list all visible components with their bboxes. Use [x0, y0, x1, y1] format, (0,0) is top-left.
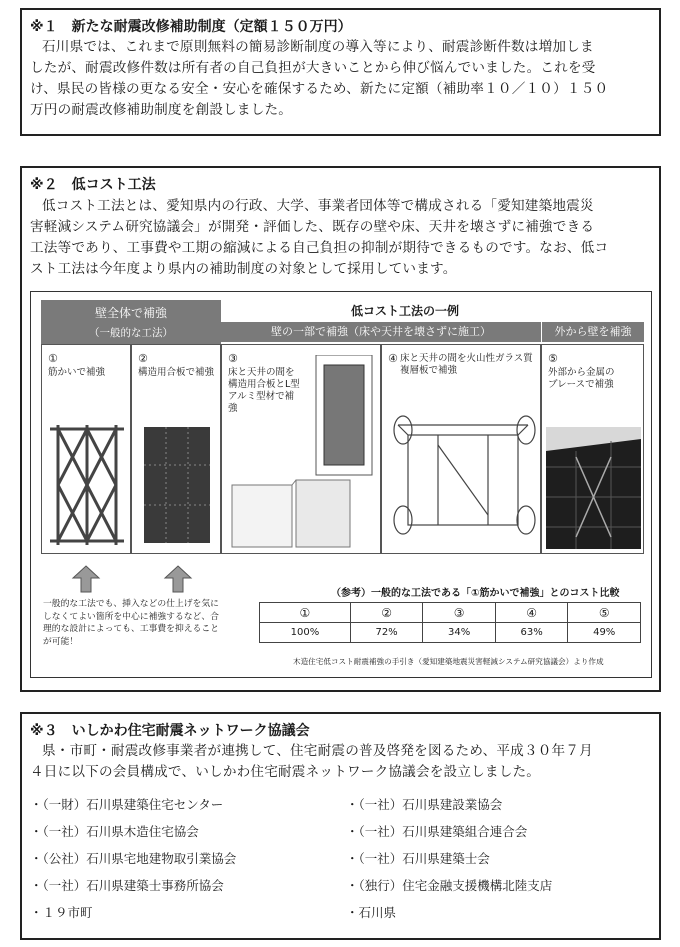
member-item: ・（一社）石川県木造住宅協会 — [30, 824, 199, 839]
method-column-3 — [221, 344, 381, 554]
section1-line: 石川県では、これまで原則無料の簡易診断制度の導入等により、耐震診断件数は増加しま — [42, 39, 594, 55]
section2-body — [30, 196, 609, 280]
section1-line: したが、耐震改修件数は所有者の自己負担が大きいことから伸び悩んでいました。これを受 — [30, 60, 596, 76]
section3-title: ※３ いしかわ住宅耐震ネットワーク協議会 — [30, 723, 310, 739]
method-5-text: 外部から金属のブレースで補強 — [548, 367, 615, 390]
cost-value: 49% — [568, 623, 641, 643]
cost-title: （参考）一般的な工法である「①筋かいで補強」とのコスト比較 — [331, 588, 620, 599]
glass-board-drawing — [388, 405, 538, 545]
member-item: ・石川県 — [346, 905, 397, 920]
left-banner — [41, 300, 221, 344]
member-item: ・（一社）石川県建設業協会 — [346, 797, 503, 812]
method-2-num: ② — [138, 352, 148, 365]
method-1-num: ① — [48, 352, 58, 365]
section2-title: ※２ 低コスト工法 — [30, 177, 156, 193]
section2-line: 工法等であり、工事費や工期の縮減による自己負担の抑制が期待できるものです。なお、低コ — [30, 240, 609, 256]
section3-line: ４日に以下の会員構成で、いしかわ住宅耐震ネットワーク協議会を設立しました。 — [30, 764, 541, 780]
section2-line: 低コスト工法とは、愛知県内の行政、大学、事業者団体等で構成される「愛知建築地震災 — [42, 198, 594, 214]
up-arrow-icon — [163, 564, 193, 594]
cost-header: ④ — [495, 603, 568, 623]
low-cost-method-figure — [30, 291, 652, 678]
method-3-text: 床と天井の間を構造用合板とL型アルミ型材で補強 — [228, 367, 300, 414]
method-5-num: ⑤ — [548, 352, 558, 365]
member-item: ・（一社）石川県建築士会 — [346, 851, 490, 866]
member-item: ・（一社）石川県建築組合連合会 — [346, 824, 528, 839]
section2-line: 害軽減システム研究協議会」が開発・評価した、既存の壁や床、天井を壊さずに補強できる — [30, 219, 595, 235]
method-3-num: ③ — [228, 352, 238, 365]
cost-value: 100% — [260, 623, 351, 643]
cost-header: ⑤ — [568, 603, 641, 623]
plywood-panel-drawing — [142, 425, 212, 545]
aluminum-frame-drawing — [228, 352, 378, 550]
left-banner-title: 壁全体で補強 — [94, 306, 167, 320]
right-title: 低コスト工法の一例 — [351, 304, 460, 318]
left-banner-sub: （一般的な工法） — [89, 327, 173, 339]
external-brace-photo — [546, 427, 641, 549]
section3-body — [30, 741, 593, 783]
cost-table — [259, 602, 641, 643]
cost-header: ③ — [423, 603, 496, 623]
up-arrow-icon — [71, 564, 101, 594]
section1-body — [30, 37, 609, 121]
member-item: ・（一社）石川県建築士事務所協会 — [30, 878, 224, 893]
method-column-4 — [381, 344, 541, 554]
method-1-text: 筋かいで補強 — [48, 367, 106, 378]
member-item: ・（公社）石川県宅地建物取引業協会 — [30, 851, 237, 866]
cost-value: 63% — [495, 623, 568, 643]
cost-source: 木造住宅低コスト耐震補強の手引き（愛知建築地震災害軽減システム研究協議会）より作成 — [293, 657, 604, 666]
method-4-text: 床と天井の間を火山性ガラス質複層板で補強 — [400, 353, 533, 376]
diagonal-brace-drawing — [50, 425, 124, 545]
method-2-text: 構造用合板で補強 — [138, 367, 215, 378]
section2-line: スト工法は今年度より県内の補助制度の対象として採用しています。 — [30, 261, 457, 277]
method-column-1 — [41, 344, 131, 554]
member-item: ・１９市町 — [30, 905, 93, 920]
cost-value: 72% — [350, 623, 423, 643]
mid-banner: 壁の一部で補強（床や天井を壊さずに施工） — [221, 322, 541, 342]
cost-header: ② — [350, 603, 423, 623]
section3-line: 県・市町・耐震改修事業者が連携して、住宅耐震の普及啓発を図るため、平成３０年７月 — [42, 743, 593, 759]
method-4-num: ④ — [388, 352, 398, 365]
method-column-2 — [131, 344, 221, 554]
member-item: ・（独行）住宅金融支援機構北陸支店 — [346, 878, 553, 893]
member-item: ・（一財）石川県建築住宅センター — [30, 797, 224, 812]
method-column-5 — [541, 344, 644, 554]
section1-line: 万円の耐震改修補助制度を創設しました。 — [30, 102, 293, 118]
section1-line: け、県民の皆様の更なる安全・安心を確保するため、新たに定額（補助率１０／１０）１５０ — [30, 81, 609, 97]
section1-title: ※１ 新たな耐震改修補助制度（定額１５０万円） — [30, 19, 352, 35]
outer-banner: 外から壁を補強 — [542, 322, 644, 342]
cost-note: 一般的な工法でも、挿入などの仕上げを気にしなくてよい箇所を中心に補強するなど、合理的な設計によっても、工事費を抑えることが可能！ — [43, 599, 219, 647]
cost-header: ① — [260, 603, 351, 623]
cost-value: 34% — [423, 623, 496, 643]
